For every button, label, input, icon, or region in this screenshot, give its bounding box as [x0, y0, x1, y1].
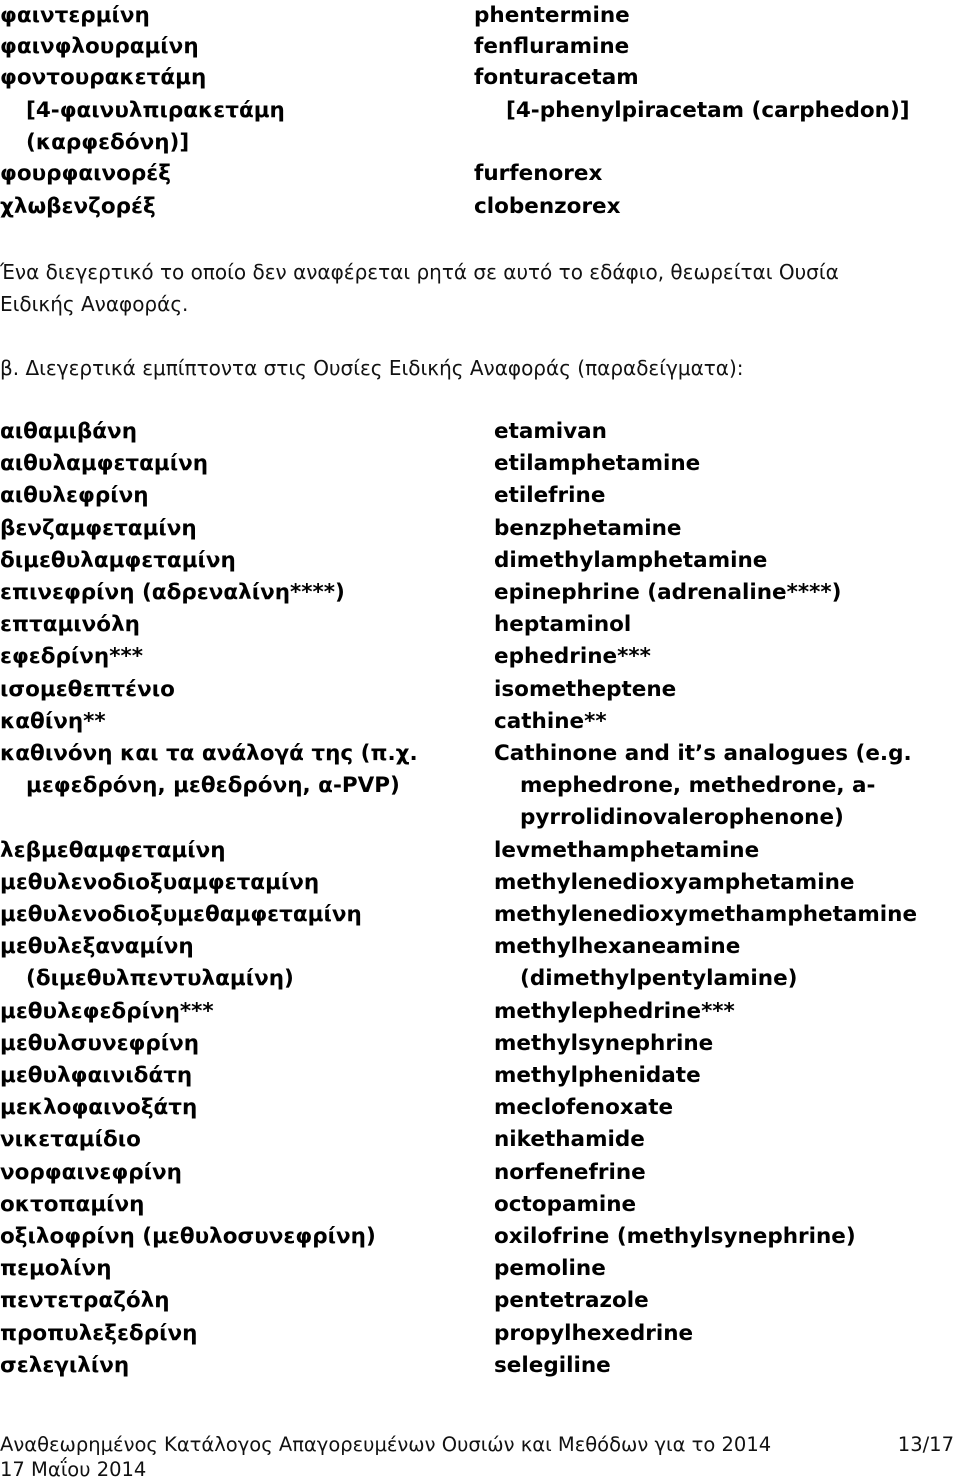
note-line-1: Ένα διεγερτικό το οποίο δεν αναφέρεται ρητά σε αυτό το εδάφιο, θεωρείται Ουσία: [0, 260, 839, 284]
english-name: levmethamphetamine: [494, 838, 760, 863]
english-name: methylphenidate: [494, 1063, 701, 1088]
greek-name: μεφεδρόνη, μεθεδρόνη, α-PVP): [26, 773, 400, 798]
english-name: methylenedioxymethamphetamine: [494, 902, 918, 927]
english-name: methylhexaneamine: [494, 934, 741, 959]
greek-name: (διμεθυλπεντυλαμίνη): [26, 966, 294, 991]
page-number: 13/17: [897, 1433, 954, 1456]
greek-name: φουρφαινορέξ: [0, 161, 171, 186]
english-name: etamivan: [494, 419, 607, 444]
english-name: phentermine: [474, 3, 630, 28]
greek-name: φοντουρακετάμη: [0, 65, 207, 90]
greek-name: μεθυλενοδιοξυαμφεταμίνη: [0, 870, 320, 895]
greek-name: μεθυλενοδιοξυμεθαμφεταμίνη: [0, 902, 362, 927]
greek-name: πεμολίνη: [0, 1256, 112, 1281]
english-name: [4-phenylpiracetam (carphedon)]: [506, 98, 910, 123]
english-name: dimethylamphetamine: [494, 548, 768, 573]
greek-name: προπυλεξεδρίνη: [0, 1321, 198, 1346]
english-name: fenfluramine: [474, 34, 630, 59]
greek-name: μεθυλσυνεφρίνη: [0, 1031, 200, 1056]
english-name: methylenedioxyamphetamine: [494, 870, 855, 895]
greek-name: οξιλοφρίνη (μεθυλοσυνεφρίνη): [0, 1224, 376, 1249]
footer-title: Αναθεωρημένος Κατάλογος Απαγορευμένων Ουσιών και Μεθόδων για το 2014: [0, 1433, 772, 1456]
english-name: cathine**: [494, 709, 607, 734]
greek-name: (καρφεδόνη)]: [26, 130, 190, 155]
greek-name: αιθυλαμφεταμίνη: [0, 451, 209, 476]
greek-name: καθινόνη και τα ανάλογά της (π.χ.: [0, 741, 418, 766]
greek-name: επταμινόλη: [0, 612, 140, 637]
english-name: mephedrone, methedrone, a-: [520, 773, 876, 798]
english-name: etilefrine: [494, 483, 606, 508]
greek-name: μεκλοφαινοξάτη: [0, 1095, 198, 1120]
greek-name: οκτοπαμίνη: [0, 1192, 145, 1217]
greek-name: λεβμεθαμφεταμίνη: [0, 838, 226, 863]
english-name: pentetrazole: [494, 1288, 649, 1313]
english-name: ephedrine***: [494, 644, 651, 669]
note-line-2: Ειδικής Αναφοράς.: [0, 292, 189, 316]
english-name: meclofenoxate: [494, 1095, 674, 1120]
english-name: fonturacetam: [474, 65, 639, 90]
greek-name: βενζαμφεταμίνη: [0, 516, 197, 541]
greek-name: πεντετραζόλη: [0, 1288, 170, 1313]
greek-name: φαιντερμίνη: [0, 3, 150, 28]
greek-name: μεθυλεξαναμίνη: [0, 934, 194, 959]
greek-name: καθίνη**: [0, 709, 106, 734]
english-name: propylhexedrine: [494, 1321, 694, 1346]
english-name: methylephedrine***: [494, 999, 735, 1024]
greek-name: σελεγιλίνη: [0, 1353, 130, 1378]
greek-name: αιθυλεφρίνη: [0, 483, 149, 508]
english-name: epinephrine (adrenaline****): [494, 580, 842, 605]
greek-name: μεθυλφαινιδάτη: [0, 1063, 193, 1088]
english-name: octopamine: [494, 1192, 637, 1217]
english-name: (dimethylpentylamine): [520, 966, 798, 991]
english-name: pyrrolidinovalerophenone): [520, 805, 844, 830]
greek-name: ισομεθεπτένιο: [0, 677, 175, 702]
greek-name: μεθυλεφεδρίνη***: [0, 999, 214, 1024]
section-heading: β. Διεγερτικά εμπίπτοντα στις Ουσίες Ειδικής Αναφοράς (παραδείγματα):: [0, 356, 744, 380]
english-name: isometheptene: [494, 677, 677, 702]
greek-name: νικεταμίδιο: [0, 1127, 141, 1152]
english-name: heptaminol: [494, 612, 632, 637]
greek-name: εφεδρίνη***: [0, 644, 143, 669]
greek-name: διμεθυλαμφεταμίνη: [0, 548, 236, 573]
greek-name: νορφαινεφρίνη: [0, 1160, 182, 1185]
english-name: furfenorex: [474, 161, 603, 186]
greek-name: [4-φαινυλπιρακετάμη: [26, 98, 285, 123]
greek-name: επινεφρίνη (αδρεναλίνη****): [0, 580, 345, 605]
footer-date: 17 Μαΐου 2014: [0, 1458, 147, 1481]
english-name: etilamphetamine: [494, 451, 701, 476]
greek-name: αιθαμιβάνη: [0, 419, 137, 444]
english-name: Cathinone and it’s analogues (e.g.: [494, 741, 912, 766]
english-name: oxilofrine (methylsynephrine): [494, 1224, 856, 1249]
greek-name: χλωβενζορέξ: [0, 194, 156, 219]
english-name: norfenefrine: [494, 1160, 646, 1185]
english-name: methylsynephrine: [494, 1031, 714, 1056]
english-name: pemoline: [494, 1256, 606, 1281]
english-name: nikethamide: [494, 1127, 645, 1152]
english-name: clobenzorex: [474, 194, 621, 219]
greek-name: φαινφλουραμίνη: [0, 34, 199, 59]
english-name: benzphetamine: [494, 516, 682, 541]
english-name: selegiline: [494, 1353, 611, 1378]
